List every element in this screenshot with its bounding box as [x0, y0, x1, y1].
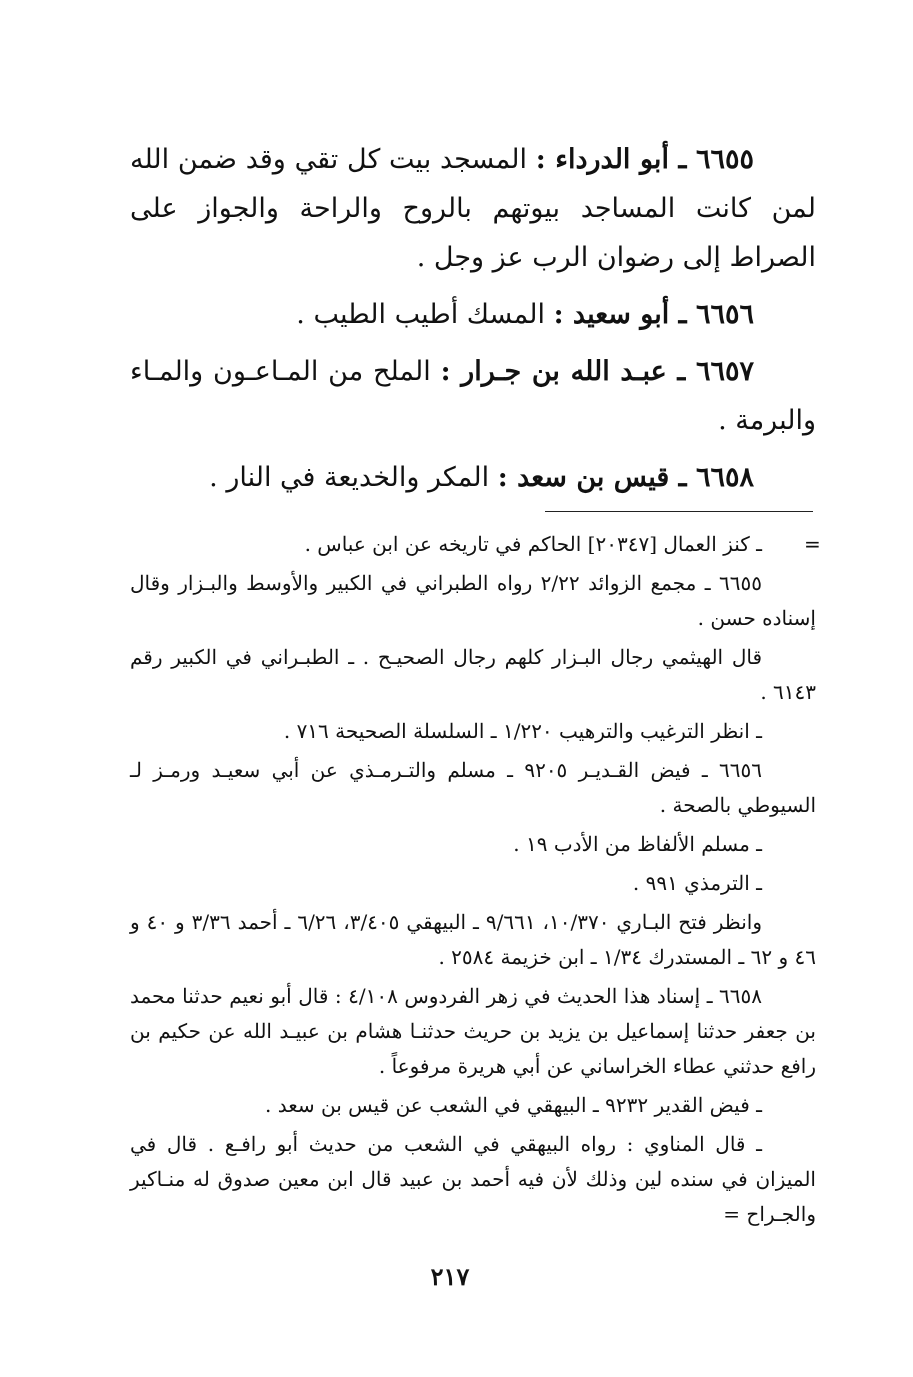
hadith-entry-6655 — [130, 135, 816, 282]
footnote-separator — [545, 511, 813, 512]
hadith-entry-6658 — [130, 453, 816, 502]
footnote-line: قال الهيثمي رجال البـزار كلهم رجال الصحيـح . ـ الطبـراني في الكبير رقم ٦١٤٣ . — [130, 645, 816, 704]
hadith-entry-6657 — [130, 347, 816, 445]
entry-text: الملح من المـاعـون والمـاء والبرمة . — [130, 356, 816, 436]
main-text — [130, 135, 816, 510]
footnote-line: ـ فيض القدير ٩٢٣٢ ـ البيهقي في الشعب عن قيس بن سعد . — [265, 1093, 762, 1117]
footnotes — [130, 527, 816, 1236]
entry-text: المكر والخديعة في النار . — [209, 462, 498, 493]
footnote-line: ـ قال المناوي : رواه البيهقي في الشعب من حديث أبو رافـع . قال في الميزان في سنده لين وذلك لأن فيه أحمد بن عبيد قال ابن معين صدوق له منـاكير والجـراح = — [130, 1132, 816, 1226]
footnote-line: وانظر فتح البـاري ١٠/٣٧٠، ٩/٦٦١ ـ البيهقي ٣/٤٠٥، ٦/٢٦ ـ أحمد ٣/٣٦ و ٤٠ و ٤٦ و ٦٢ ـ المستدرك ١/٣٤ ـ ابن خزيمة ٢٥٨٤ . — [130, 910, 816, 969]
footnote-line: ـ كنز العمال [٢٠٣٤٧] الحاكم في تاريخه عن ابن عباس . — [304, 532, 762, 556]
footnote-line: ٦٦٥٥ ـ مجمع الزوائد ٢/٢٢ رواه الطبراني في الكبير والأوسط والبـزار وقال إسناده حسن . — [130, 571, 816, 630]
entry-head: ٦٦٥٦ ـ أبو سعيد : — [553, 299, 754, 330]
entry-head: ٦٦٥٥ ـ أبو الدرداء : — [535, 144, 754, 175]
footnote-line: ـ انظر الترغيب والترهيب ١/٢٢٠ ـ السلسلة الصحيحة ٧١٦ . — [283, 719, 762, 743]
footnote-line: ـ الترمذي ٩٩١ . — [632, 871, 762, 895]
page-number: ٢١٧ — [430, 1262, 470, 1291]
entry-head: ٦٦٥٨ ـ قيس بن سعد : — [497, 462, 754, 493]
footnote-line: ٦٦٥٨ ـ إسناد هذا الحديث في زهر الفردوس ٤/١٠٨ : قال أبو نعيم حدثنا محمد بن جعفر حدثنا إسماعيل بن يزيد بن حريث حدثنـا هشام بن عبيـد الله عن حكيم بن رافع حدثني عطاء الخراساني عن أبي هريرة مرفوعاً . — [130, 984, 816, 1078]
footnote-line: ـ مسلم الألفاظ من الأدب ١٩ . — [513, 832, 762, 856]
entry-text: المسجد بيت كل تقي وقد ضمن الله لمن كانت المساجد بيوتهم بالروح والراحة والجواز على الصراط إلى رضوان الرب عز وجل . — [130, 144, 816, 273]
continuation-mark: = — [804, 532, 821, 556]
footnote-line: ٦٦٥٦ ـ فيض القـديـر ٩٢٠٥ ـ مسلم والتـرمـذي عن أبي سعيـد ورمـز لـ السيوطي بالصحة . — [130, 758, 816, 817]
entry-text: المسك أطيب الطيب . — [296, 299, 554, 330]
entry-head: ٦٦٥٧ ـ عبـد الله بن جـرار : — [440, 356, 754, 387]
hadith-entry-6656 — [130, 290, 816, 339]
